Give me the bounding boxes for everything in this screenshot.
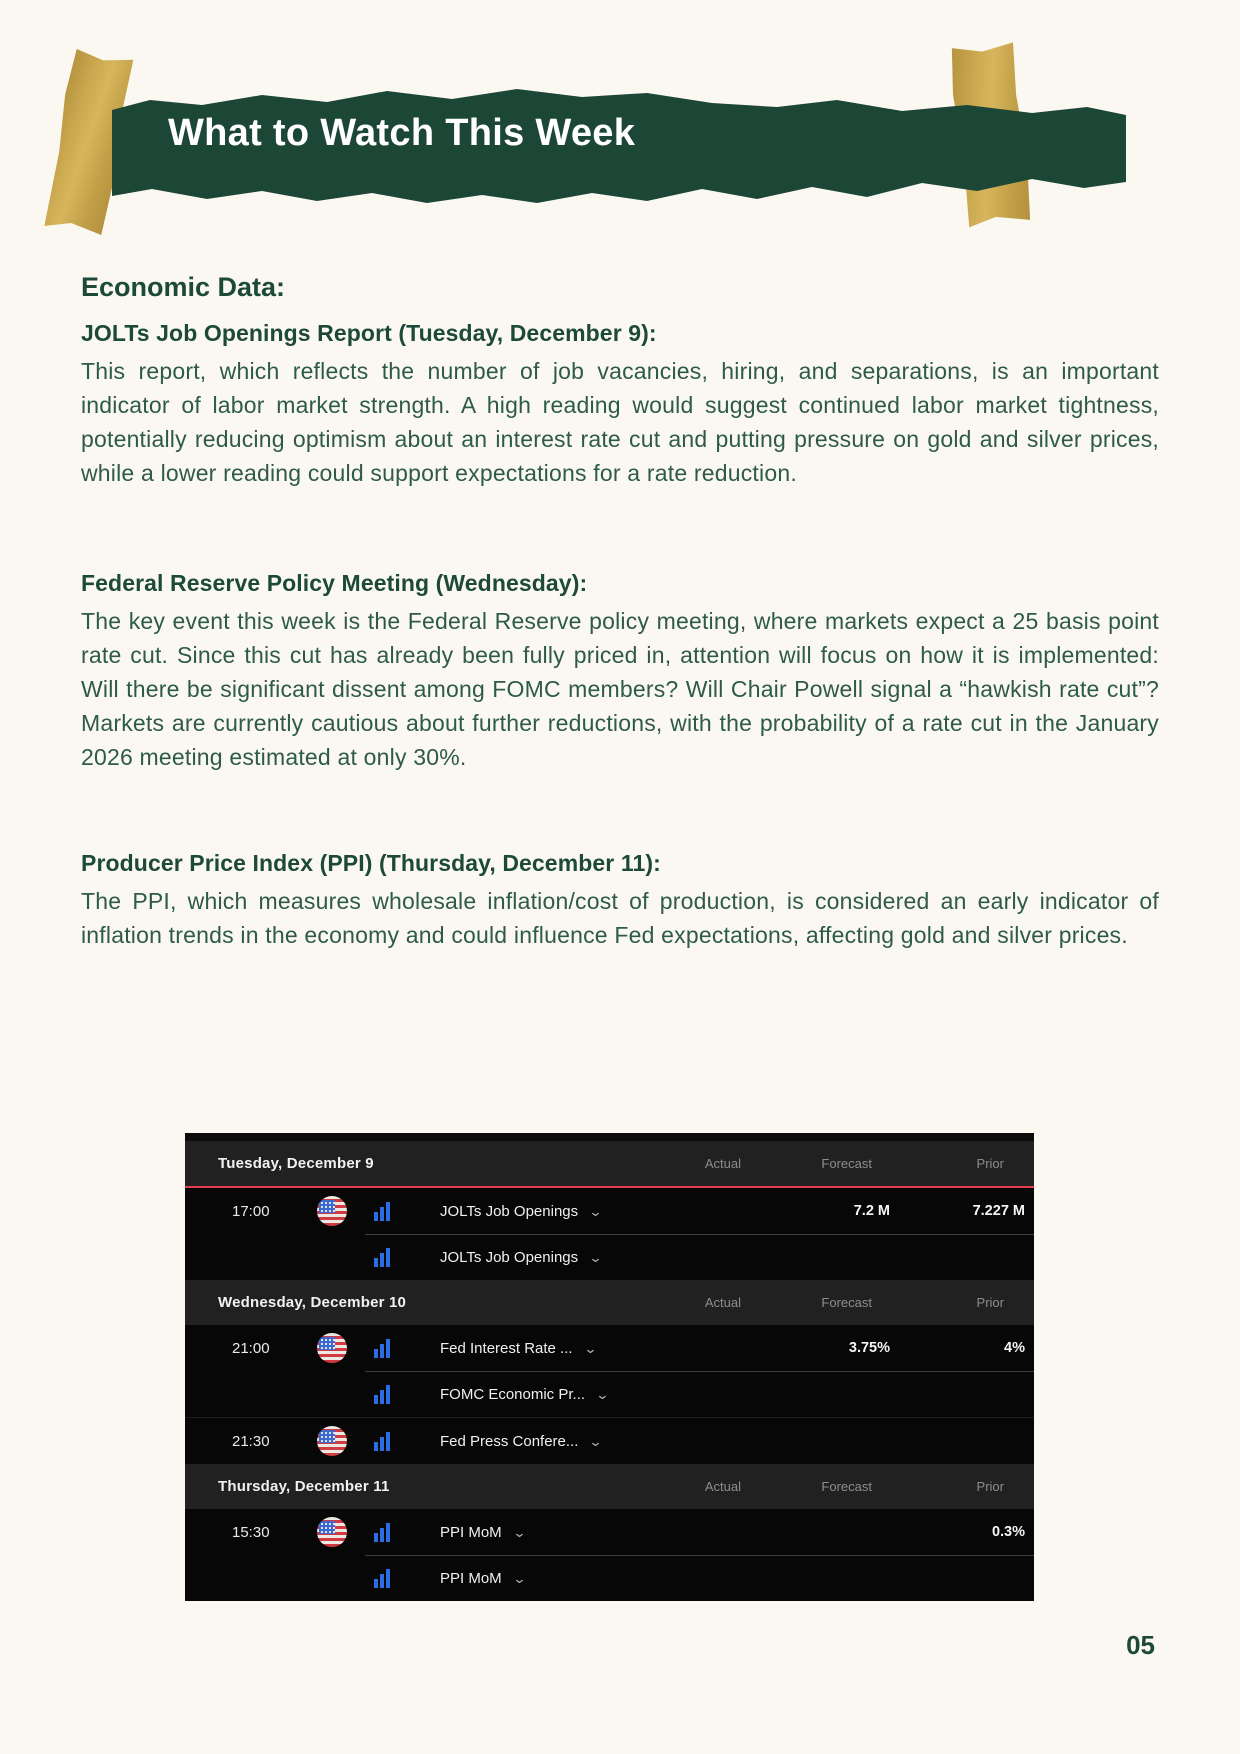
event-name: Fed Interest Rate ... ⌄ (440, 1339, 598, 1357)
chevron-down-icon[interactable]: ⌄ (595, 1386, 610, 1402)
banner (0, 0, 1240, 280)
article-heading: JOLTs Job Openings Report (Tuesday, December 9): (81, 320, 657, 346)
article-heading: Producer Price Index (PPI) (Thursday, December 11): (81, 850, 661, 876)
page-title: What to Watch This Week (168, 112, 636, 154)
bar-chart-icon (362, 1522, 402, 1542)
column-header-forecast: Forecast (821, 1156, 872, 1171)
us-flag-icon (317, 1517, 347, 1547)
event-name: JOLTs Job Openings ⌄ (440, 1202, 603, 1220)
column-header-actual: Actual (704, 1479, 741, 1494)
article-paragraph: This report, which reflects the number of job vacancies, hiring, and separations, is an important indicator of labor market strength. A high reading would suggest continued labor market tightness, potentially reducing optimism about an interest rate cut and putting pressure on gold and silver prices, while a lower reading could support expectations for a rate reduction. (81, 358, 1159, 486)
column-header-prior: Prior (976, 1156, 1004, 1171)
calendar-row (185, 1188, 1034, 1234)
us-flag-icon (317, 1196, 347, 1226)
forecast-value: 7.2 M (853, 1203, 890, 1219)
calendar-row (185, 1555, 1034, 1601)
prior-value: 4% (1004, 1340, 1025, 1356)
event-time: 21:30 (232, 1432, 270, 1450)
calendar-row (185, 1234, 1034, 1280)
chevron-down-icon[interactable]: ⌄ (512, 1570, 527, 1586)
calendar-row (185, 1509, 1034, 1555)
column-header-prior: Prior (976, 1479, 1004, 1494)
event-name: JOLTs Job Openings ⌄ (440, 1248, 603, 1266)
column-header-prior: Prior (976, 1295, 1004, 1310)
article-paragraph: The PPI, which measures wholesale inflation/cost of production, is considered an early indicator of inflation trends in the economy and could influence Fed expectations, affecting gold and silver prices. (81, 888, 1159, 948)
chevron-down-icon[interactable]: ⌄ (588, 1249, 603, 1265)
prior-value: 7.227 M (972, 1203, 1025, 1219)
column-header-forecast: Forecast (821, 1295, 872, 1310)
event-name: PPI MoM ⌄ (440, 1523, 527, 1541)
page-number: 05 (1126, 1630, 1155, 1660)
article-block-jolts (81, 320, 1159, 490)
chevron-down-icon[interactable]: ⌄ (512, 1524, 527, 1540)
column-header-actual: Actual (704, 1295, 741, 1310)
article-paragraph: The key event this week is the Federal Reserve policy meeting, where markets expect a 25 basis point rate cut. Since this cut has already been fully priced in, attention will focus on how it is implemented: Will there be significant dissent among FOMC members? Will Chair Powell signal a “hawkish rate cut”? Markets are currently cautious about further reductions, with the probability of a rate cut in the January 2026 meeting estimated at only 30%. (81, 608, 1159, 770)
day-header-wednesday (185, 1280, 1034, 1325)
article-block-ppi (81, 850, 1159, 952)
event-name: FOMC Economic Pr... ⌄ (440, 1385, 610, 1403)
calendar-row (185, 1325, 1034, 1371)
calendar-row (185, 1371, 1034, 1417)
day-label: Tuesday, December 9 (218, 1155, 374, 1172)
column-header-forecast: Forecast (821, 1479, 872, 1494)
bar-chart-icon (362, 1201, 402, 1221)
economic-calendar (185, 1133, 1034, 1601)
bar-chart-icon (362, 1247, 402, 1267)
day-label: Wednesday, December 10 (218, 1294, 407, 1311)
bar-chart-icon (362, 1568, 402, 1588)
day-header-thursday (185, 1464, 1034, 1509)
calendar-top-border (185, 1133, 1034, 1141)
calendar-row (185, 1417, 1034, 1464)
chevron-down-icon[interactable]: ⌄ (588, 1203, 603, 1219)
day-header-tuesday (185, 1141, 1034, 1188)
event-time: 17:00 (232, 1202, 270, 1220)
bar-chart-icon (362, 1431, 402, 1451)
event-time: 21:00 (232, 1339, 270, 1357)
chevron-down-icon[interactable]: ⌄ (588, 1433, 603, 1449)
bar-chart-icon (362, 1338, 402, 1358)
forecast-value: 3.75% (848, 1340, 890, 1356)
section-economic-data (81, 272, 1159, 303)
chevron-down-icon[interactable]: ⌄ (582, 1340, 598, 1356)
bar-chart-icon (362, 1384, 402, 1404)
prior-value: 0.3% (991, 1524, 1025, 1540)
event-time: 15:30 (232, 1523, 270, 1541)
column-header-actual: Actual (704, 1156, 741, 1171)
us-flag-icon (317, 1333, 347, 1363)
day-label: Thursday, December 11 (218, 1478, 390, 1495)
event-name: Fed Press Confere... ⌄ (440, 1432, 603, 1450)
event-name: PPI MoM ⌄ (440, 1569, 527, 1587)
section-heading: Economic Data: (81, 272, 286, 302)
article-heading: Federal Reserve Policy Meeting (Wednesday): (81, 570, 588, 596)
article-block-fed (81, 570, 1159, 774)
us-flag-icon (317, 1426, 347, 1456)
